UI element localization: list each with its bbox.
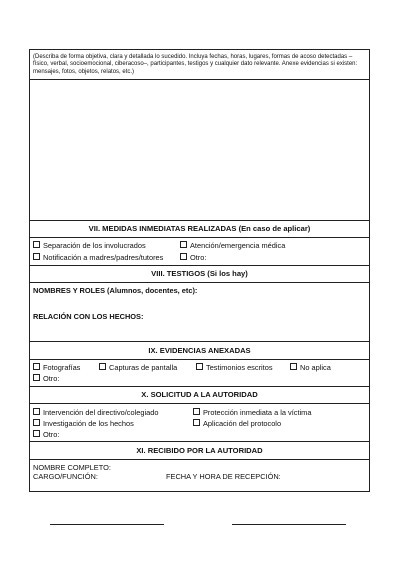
divider bbox=[30, 441, 369, 442]
description-textarea[interactable] bbox=[30, 80, 369, 220]
option-testimonios[interactable]: Testimonios escritos bbox=[196, 363, 273, 372]
option-fotografias[interactable]: Fotografías bbox=[33, 363, 80, 372]
section-9-title: IX. EVIDENCIAS ANEXADAS bbox=[148, 346, 251, 355]
reception-date-label: FECHA Y HORA DE RECEPCIÓN: bbox=[166, 472, 281, 481]
checkbox[interactable] bbox=[290, 363, 297, 370]
section-11-title: XI. RECIBIDO POR LA AUTORIDAD bbox=[136, 446, 263, 455]
checkbox[interactable] bbox=[33, 430, 40, 437]
full-name-label: NOMBRE COMPLETO: bbox=[33, 463, 111, 472]
checkbox[interactable] bbox=[193, 408, 200, 415]
checkbox[interactable] bbox=[33, 419, 40, 426]
report-form bbox=[29, 49, 370, 492]
checkbox[interactable] bbox=[180, 253, 187, 260]
option-atencion-medica[interactable]: Atención/emergencia médica bbox=[180, 241, 285, 250]
divider bbox=[30, 237, 369, 238]
option-capturas[interactable]: Capturas de pantalla bbox=[99, 363, 177, 372]
section-10-title: X. SOLICITUD A LA AUTORIDAD bbox=[141, 390, 258, 399]
option-proteccion[interactable]: Protección inmediata a la víctima bbox=[193, 408, 311, 417]
option-otro[interactable]: Otro: bbox=[33, 374, 59, 383]
divider bbox=[30, 341, 369, 342]
option-separacion[interactable]: Separación de los involucrados bbox=[33, 241, 146, 250]
divider bbox=[30, 220, 369, 221]
checkbox[interactable] bbox=[33, 363, 40, 370]
description-instructions: (Describa de forma objetiva, clara y detallada lo sucedido. Incluya fechas, horas, lugares, formas de acoso detectadas – físico, verbal, socioemocional, ciberacoso–, participantes, testigos y cualquier dato relevante. Anexe evidencias si existen: mensajes, fotos, objetos, relatos, etc.) bbox=[33, 54, 358, 75]
checkbox[interactable] bbox=[193, 419, 200, 426]
option-otro[interactable]: Otro: bbox=[180, 253, 206, 262]
checkbox[interactable] bbox=[99, 363, 106, 370]
witness-relation-label: RELACIÓN CON LOS HECHOS: bbox=[33, 312, 144, 321]
checkbox[interactable] bbox=[196, 363, 203, 370]
divider bbox=[30, 386, 369, 387]
checkbox[interactable] bbox=[180, 241, 187, 248]
checkbox[interactable] bbox=[33, 374, 40, 381]
witness-names-label: NOMBRES Y ROLES (Alumnos, docentes, etc): bbox=[33, 286, 198, 295]
signature-line-right bbox=[232, 524, 346, 525]
divider bbox=[30, 265, 369, 266]
option-no-aplica[interactable]: No aplica bbox=[290, 363, 331, 372]
checkbox[interactable] bbox=[33, 408, 40, 415]
section-7-title: VII. MEDIDAS INMEDIATAS REALIZADAS (En caso de aplicar) bbox=[88, 224, 311, 233]
divider bbox=[30, 403, 369, 404]
section-8-title: VIII. TESTIGOS (Si los hay) bbox=[151, 269, 248, 278]
option-otro[interactable]: Otro: bbox=[33, 430, 59, 439]
option-notificacion[interactable]: Notificación a madres/padres/tutores bbox=[33, 253, 163, 262]
divider bbox=[30, 282, 369, 283]
signature-line-left bbox=[50, 524, 164, 525]
divider bbox=[30, 459, 369, 460]
option-intervencion[interactable]: Intervención del directivo/colegiado bbox=[33, 408, 158, 417]
option-investigacion[interactable]: Investigación de los hechos bbox=[33, 419, 134, 428]
option-protocolo[interactable]: Aplicación del protocolo bbox=[193, 419, 281, 428]
divider bbox=[30, 359, 369, 360]
role-label: CARGO/FUNCIÓN: bbox=[33, 472, 98, 481]
checkbox[interactable] bbox=[33, 241, 40, 248]
checkbox[interactable] bbox=[33, 253, 40, 260]
